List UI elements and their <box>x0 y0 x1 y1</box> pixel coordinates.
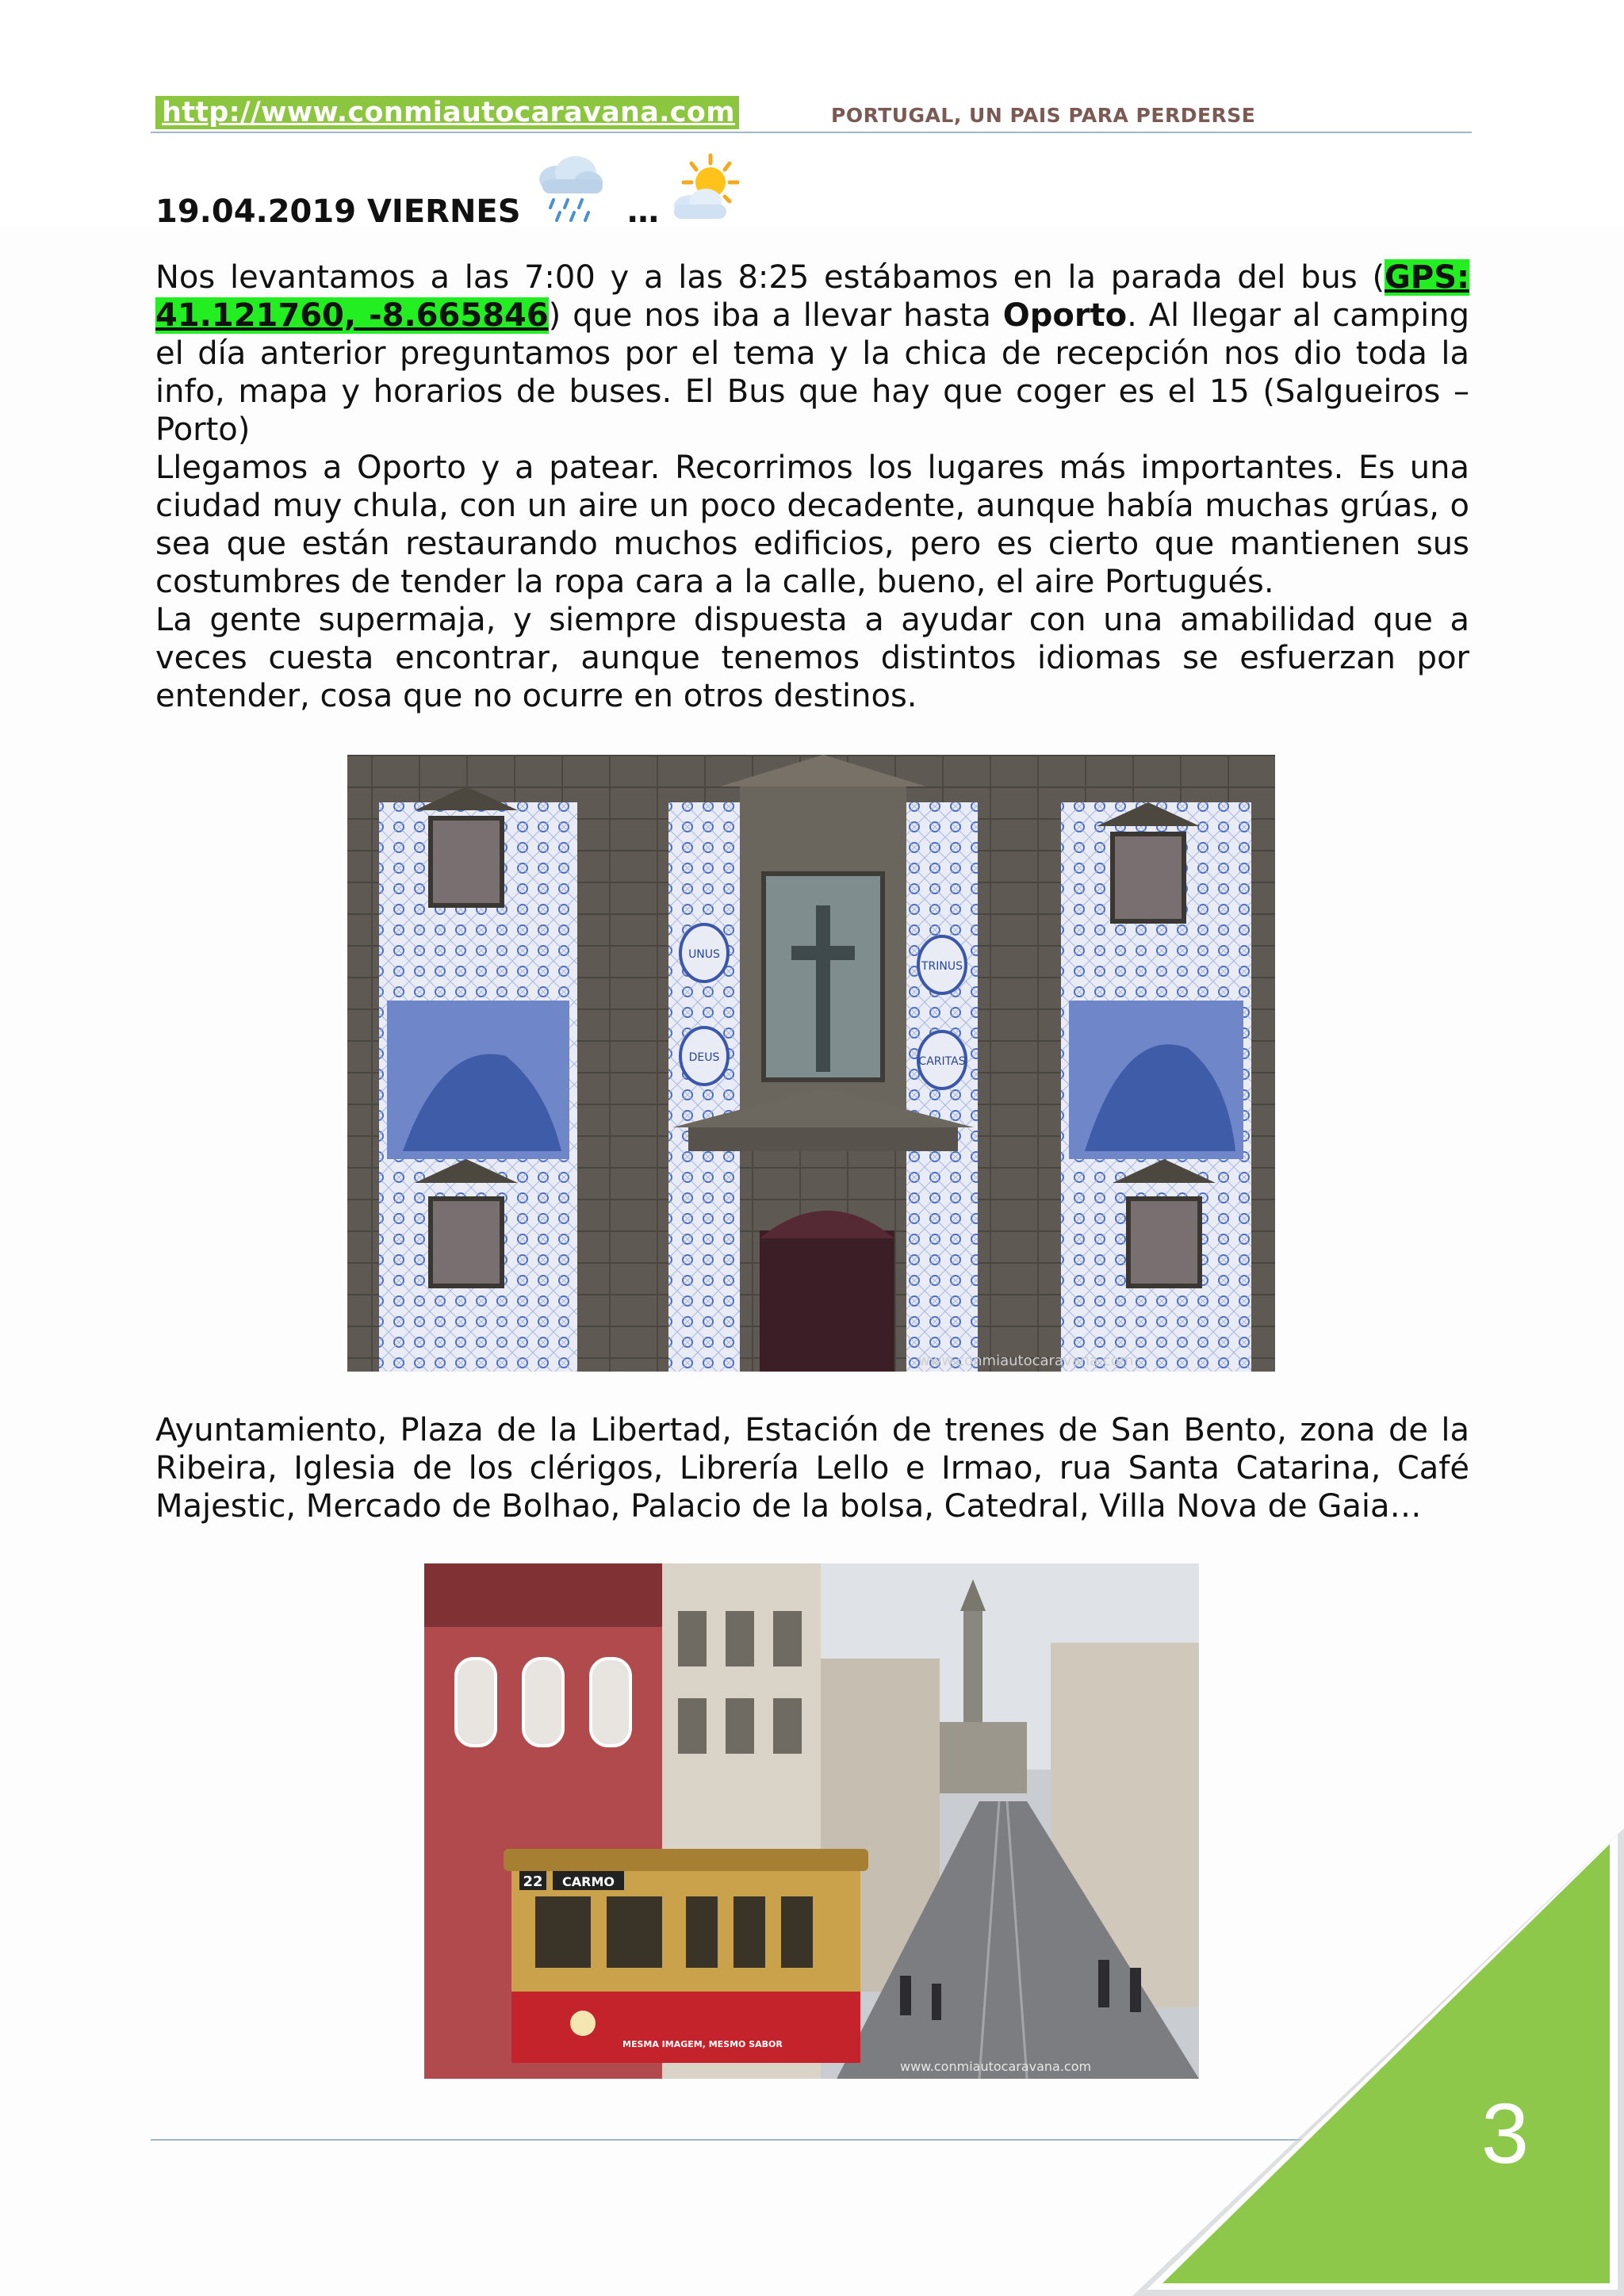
page-number: 3 <box>1480 2085 1530 2181</box>
tile-word-2: DEUS <box>688 1051 720 1064</box>
gps-coordinates-link[interactable]: GPS: 41.121760, -8.665846 <box>155 259 1469 334</box>
tram-destination: CARMO <box>562 1874 615 1889</box>
paragraph-bus <box>155 258 1469 449</box>
tram-number: 22 <box>523 1873 543 1890</box>
tile-word-4: CARITAS <box>918 1055 966 1068</box>
photo2-watermark: www.conmiautocaravana.com <box>900 2059 1092 2074</box>
photo1-watermark: www.conmiautocaravana.com <box>918 1353 1134 1369</box>
church-facade-photo <box>347 755 1275 1372</box>
tile-word-3: TRINUS <box>921 960 963 973</box>
date-heading: 19.04.2019 VIERNES <box>155 193 521 230</box>
page-corner-decoration <box>1132 1828 1624 2296</box>
paragraph-text: Nos levantamos a las 7:00 y a las 8:25 estábamos en la parada del bus ( <box>155 259 1385 296</box>
paragraph-city: Llegamos a Oporto y a patear. Recorrimos los lugares más importantes. Es una ciudad muy chula, con un aire un poco decadente, aunque había muchas grúas, o sea que están restaurando muchos edificios, pero es cierto que mantienen sus costumbres de tender la ropa cara a la calle, bueno, el aire Portugués. <box>155 450 1469 600</box>
ellipsis-text: … <box>627 193 659 230</box>
paragraph-people: La gente supermaja, y siempre dispuesta a ayudar con una amabilidad que a veces cuesta encontrar, aunque tenemos distintos idiomas se esfuerzan por entender, cosa que no ocurre en otros destinos. <box>155 602 1469 714</box>
rain-cloud-icon <box>533 152 609 232</box>
city-name: Oporto <box>1002 297 1128 334</box>
document-title: PORTUGAL, UN PAIS PARA PERDERSE <box>831 104 1256 127</box>
tram-ad-text: MESMA IMAGEM, MESMO SABOR <box>622 2039 783 2049</box>
paragraph-places: Ayuntamiento, Plaza de la Libertad, Estación de trenes de San Bento, zona de la Ribeira, Iglesia de los clérigos, Librería Lello e Irmao, rua Santa Catarina, Café Majestic, Mercado de Bolhao, Palacio de la bolsa, Catedral, Villa Nova de Gaia… <box>155 1412 1469 1525</box>
paragraph-text: . Al llegar al camping el día anterior preguntamos por el tema y la chica de recepción nos dio toda la info, mapa y horarios de buses. El Bus que hay que coger es el 15 (Salgueiros – Porto) <box>155 297 1470 448</box>
header-divider <box>151 132 1472 133</box>
tram-street-photo <box>424 1563 1199 2079</box>
tile-word-1: UNUS <box>688 948 720 961</box>
paragraph-text: ) que nos iba a llevar hasta <box>548 297 1003 334</box>
sun-cloud-icon <box>666 152 742 232</box>
site-url-link[interactable]: http://www.conmiautocaravana.com <box>155 96 739 129</box>
